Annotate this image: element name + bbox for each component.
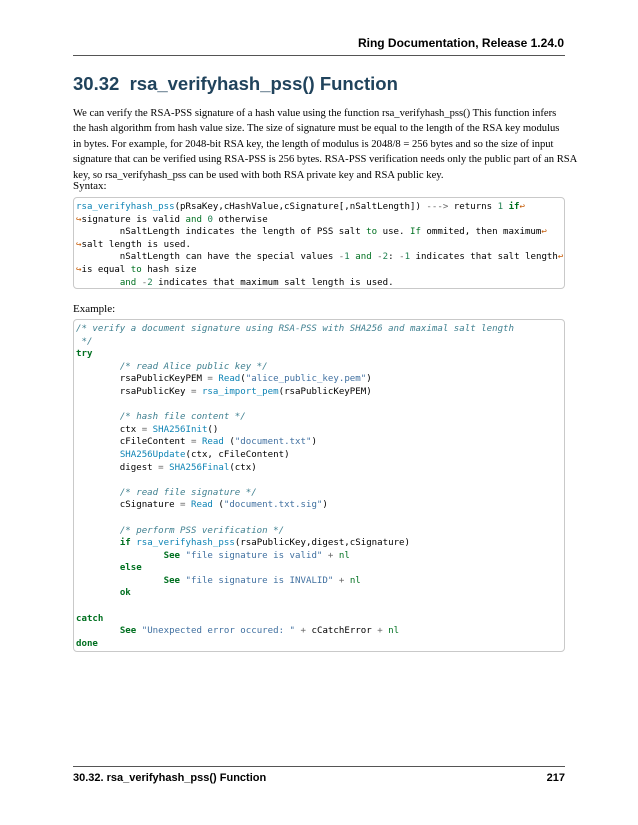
code-token: ↪ <box>76 239 82 250</box>
code-token: digest <box>76 462 159 473</box>
code-token: /* read file signature */ <box>119 487 257 498</box>
code-token: "file signature is valid" <box>185 550 323 561</box>
code-line <box>76 277 562 290</box>
code-token: /* hash file content */ <box>119 412 246 423</box>
section-title <box>73 73 398 95</box>
code-token <box>76 513 81 523</box>
code-token: and <box>355 252 372 263</box>
code-token: rsa_verifyhash_pss <box>76 202 175 212</box>
code-token: - <box>377 252 383 263</box>
code-token <box>76 362 120 372</box>
code-line <box>76 386 562 399</box>
code-token: otherwise <box>212 214 268 225</box>
code-token: nl <box>388 626 400 637</box>
example-label: Example: <box>73 303 116 315</box>
code-token: nl <box>349 575 361 586</box>
code-line <box>76 424 562 437</box>
code-token: 2 <box>147 277 153 288</box>
code-token: nSaltLength indicates the length of PSS salt <box>76 227 367 238</box>
code-token: - <box>141 277 148 288</box>
code-token: and <box>185 214 202 225</box>
paragraph-line: signature that can be verified using RSA-PSS is 256 bytes. RSA-PSS verification needs only the public part of an RSA <box>73 154 578 166</box>
code-token: ↪ <box>76 264 82 275</box>
code-line <box>76 361 562 374</box>
code-line <box>76 512 562 525</box>
code-token: ↩ <box>519 202 526 212</box>
paragraph-line: We can verify the RSA-PSS signature of a hash value using the function rsa_verifyhash_pss() This function infers <box>73 108 557 119</box>
code-token: ↩ <box>557 252 564 263</box>
code-line <box>76 201 562 214</box>
code-token: = <box>158 462 164 473</box>
header-rule <box>73 55 565 56</box>
code-token <box>76 563 120 573</box>
code-token: if <box>508 202 520 212</box>
code-token: and <box>119 277 137 288</box>
code-line <box>76 336 562 349</box>
code-token: Read <box>191 500 213 511</box>
code-token: to <box>366 227 378 238</box>
code-token: "alice_public_key.pem" <box>245 374 367 385</box>
code-line <box>76 251 562 264</box>
code-token: ( <box>240 374 246 385</box>
code-token: hash size <box>141 264 197 275</box>
code-line <box>76 525 562 538</box>
footer-rule <box>73 766 565 767</box>
code-line <box>76 399 562 412</box>
code-token: ↪ <box>76 214 82 225</box>
code-line <box>76 348 562 361</box>
intro-paragraph <box>73 106 578 183</box>
code-token: = <box>207 374 213 385</box>
code-token <box>76 626 120 636</box>
code-line <box>76 462 562 475</box>
code-token: 2 <box>382 252 389 263</box>
code-token: returns <box>448 202 498 212</box>
code-line <box>76 600 562 613</box>
code-token: try <box>76 349 93 360</box>
code-line <box>76 323 562 336</box>
code-token: signature is valid <box>81 214 186 225</box>
code-token: rsa_import_pem <box>201 386 279 397</box>
code-line <box>76 625 562 638</box>
code-token: rsaPublicKey <box>76 386 191 397</box>
code-line <box>76 638 562 651</box>
code-token <box>76 576 164 586</box>
code-token: else <box>119 563 142 574</box>
code-token: + <box>377 626 383 637</box>
code-token: (rsaPublicKey,digest,cSignature) <box>234 538 411 549</box>
code-token: nSaltLength can have the special values <box>76 252 339 263</box>
code-token: */ <box>76 336 93 347</box>
code-line <box>76 537 562 550</box>
code-token <box>76 488 120 498</box>
code-token <box>76 475 81 485</box>
code-line <box>76 487 562 500</box>
code-token: SHA256Final <box>169 462 230 473</box>
code-token: (ctx) <box>229 462 257 473</box>
code-token: + <box>300 626 307 637</box>
paragraph-line: key, so rsa_verifyhash_pss can be used with both RSA private key and RSA public key. <box>73 169 444 181</box>
code-token: = <box>180 500 186 511</box>
code-token: See <box>163 575 181 586</box>
code-token: (rsaPublicKeyPEM) <box>278 386 372 397</box>
code-line <box>76 474 562 487</box>
example-code-block <box>73 319 565 652</box>
code-token: Read <box>201 437 224 448</box>
code-line <box>76 613 562 626</box>
code-token <box>76 551 164 561</box>
code-token: cCatchError <box>306 626 378 637</box>
code-token: Read <box>218 374 241 385</box>
code-token: ) <box>366 374 372 385</box>
code-token: cFileContent <box>76 437 191 448</box>
section-number: 30.32 <box>73 73 120 94</box>
code-token: If <box>409 227 421 238</box>
code-token: ( <box>212 500 224 511</box>
code-token: is equal <box>81 264 131 275</box>
code-token: See <box>163 550 181 561</box>
code-token: 0 <box>207 214 213 225</box>
code-line <box>76 411 562 424</box>
code-token: SHA256Update <box>119 449 186 460</box>
code-token: nl <box>338 550 350 561</box>
code-token: ) <box>311 437 317 448</box>
code-line <box>76 214 562 227</box>
syntax-code-block <box>73 197 565 289</box>
code-token: ommited, then maximum <box>420 227 542 238</box>
code-token: to <box>130 264 142 275</box>
code-token: 1 <box>404 252 411 263</box>
code-token: "Unexpected error occured: " <box>141 626 296 637</box>
code-token: indicates that salt length <box>410 252 558 263</box>
code-line <box>76 562 562 575</box>
syntax-label: Syntax: <box>73 180 107 192</box>
code-token: ---> <box>426 202 449 212</box>
code-line <box>76 264 562 277</box>
code-line <box>76 499 562 512</box>
code-token: = <box>190 386 197 397</box>
code-token: - <box>338 252 345 263</box>
page-number: 217 <box>546 772 565 784</box>
code-line <box>76 373 562 386</box>
code-token: 1 <box>344 252 350 263</box>
code-token: : <box>388 252 400 263</box>
code-token <box>76 538 120 548</box>
code-token: "file signature is INVALID" <box>185 575 334 586</box>
code-token: "document.txt" <box>234 437 312 448</box>
code-token: "document.txt.sig" <box>223 500 323 511</box>
code-token: (pRsaKey,cHashValue,cSignature[,nSaltLength]) <box>174 202 427 212</box>
code-token <box>76 278 120 288</box>
code-line <box>76 587 562 600</box>
code-token <box>76 412 120 422</box>
code-token: done <box>76 638 98 649</box>
paragraph-line: the hash algorithm from hash value size. The size of signature must be equal to the length of the RSA key modulus <box>73 123 560 135</box>
code-token: = <box>141 424 148 435</box>
code-token <box>76 601 81 611</box>
code-token: 1 <box>497 202 504 212</box>
code-token: /* perform PSS verification */ <box>119 525 285 536</box>
code-token: See <box>119 626 137 637</box>
code-token: /* read Alice public key */ <box>119 361 268 372</box>
code-token: indicates that maximum salt length is used. <box>152 277 394 288</box>
code-token: if <box>119 538 131 549</box>
code-token: cSignature <box>76 500 181 511</box>
code-token: /* verify a document signature using RSA-PSS with SHA256 and maximal salt length <box>76 324 514 334</box>
code-token: rsa_verifyhash_pss <box>136 538 235 549</box>
code-token: use. <box>377 227 410 238</box>
code-token <box>76 450 120 460</box>
code-token: ) <box>322 500 328 511</box>
paragraph-line: in bytes. For example, for 2048-bit RSA key, the length of modulus is 2048/8 = 256 bytes and so the size of input <box>73 138 554 150</box>
code-token: ( <box>223 437 235 448</box>
code-token: - <box>399 252 405 263</box>
code-token: = <box>190 437 197 448</box>
code-token: ctx <box>76 424 142 435</box>
code-line <box>76 239 562 252</box>
footer-section-label: 30.32. rsa_verifyhash_pss() Function <box>73 772 267 784</box>
code-line <box>76 575 562 588</box>
code-token: ↩ <box>541 227 547 238</box>
code-token: () <box>207 424 219 435</box>
code-token: + <box>327 550 334 561</box>
code-token: rsaPublicKeyPEM <box>76 374 208 385</box>
code-line <box>76 550 562 563</box>
code-line <box>76 449 562 462</box>
code-token <box>76 526 120 536</box>
code-token: (ctx, cFileContent) <box>185 449 290 460</box>
code-token <box>76 588 120 598</box>
code-token: + <box>338 575 345 586</box>
code-line <box>76 436 562 449</box>
section-title-text: rsa_verifyhash_pss() Function <box>129 73 398 94</box>
code-token: salt length is used. <box>81 239 191 250</box>
code-token <box>76 400 81 410</box>
code-token: SHA256Init <box>152 424 208 435</box>
code-token: catch <box>76 613 104 624</box>
code-token: ok <box>119 588 131 599</box>
running-header: Ring Documentation, Release 1.24.0 <box>357 36 564 50</box>
code-line <box>76 226 562 239</box>
